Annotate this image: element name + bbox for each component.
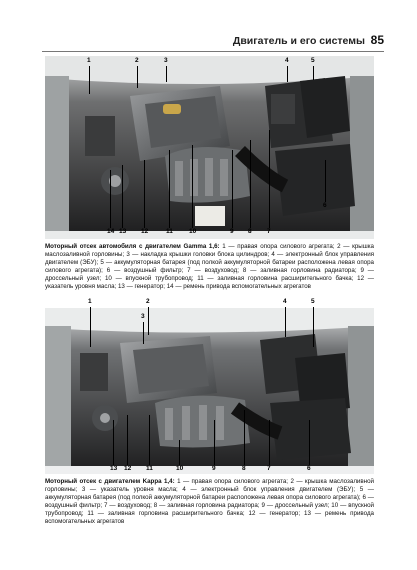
- callout-leader: [287, 66, 288, 82]
- callout-leader: [244, 410, 245, 465]
- engine-bay-photo-kappa: [45, 308, 374, 474]
- callout-label: 3: [141, 313, 145, 320]
- callout-label: 12: [124, 465, 132, 472]
- caption-title: Моторный отсек автомобиля с двигателем Gamma 1,6:: [45, 243, 220, 250]
- callout-leader: [166, 66, 167, 82]
- callout-leader: [113, 420, 114, 465]
- callout-leader: [169, 150, 170, 228]
- callout-label: 8: [248, 228, 252, 235]
- callout-label: 6: [307, 465, 311, 472]
- caption-title: Моторный отсек с двигателем Kappa 1,4:: [45, 478, 175, 485]
- callout-label: 5: [311, 298, 315, 305]
- callout-leader: [325, 160, 326, 202]
- callout-leader: [214, 420, 215, 465]
- callout-leader: [122, 165, 123, 228]
- callout-label: 13: [119, 228, 127, 235]
- callout-label: 7: [267, 465, 271, 472]
- callout-label: 14: [107, 228, 115, 235]
- engine-bay-illustration: [45, 56, 374, 239]
- callout-label: 10: [176, 465, 184, 472]
- caption-body: 1 — правая опора силового агрегата; 2 — крышка маслозаливной горловины; 3 — указатель уровня масла; 4 — электронный блок управления двигателем (ЭБУ); 5 — аккумуляторная батарея (под полкой аккумуляторной батареи расположена левая опора силового агрегата); 6 — воздушный фильтр; 7 — воздуховод; 8 — заливная горловина радиатора; 9 — дроссельный узел; 10 — впускной трубопровод; 11 — заливная горловина расширительного бачка; 12 — генератор; 13 — ремень привода вспомогательных агрегатов: [45, 478, 374, 526]
- callout-label: 8: [242, 465, 246, 472]
- page-header: [0, 0, 417, 52]
- callout-label: 1: [87, 57, 91, 64]
- page-number: 85: [370, 33, 384, 47]
- callout-label: 4: [283, 298, 287, 305]
- caption-body: 1 — правая опора силового агрегата; 2 — крышка маслозаливной горловины; 3 — накладка крышки головки блока цилиндров; 4 — электронный блок управления двигателем (ЭБУ); 5 — аккумуляторная батарея (под полкой аккумуляторной батареи расположена левая опора силового агрегата); 6 — воздушный фильтр; 7 — воздуховод; 8 — заливная горловина радиатора; 9 — дроссельный узел; 10 — впускной трубопровод; 11 — заливная горловина расширительного бачка; 12 — указатель уровня масла; 13 — генератор; 14 — ремень привода вспомогательных агрегатов: [45, 243, 374, 291]
- callout-leader: [269, 130, 270, 228]
- callout-label: 10: [189, 228, 197, 235]
- callout-leader: [269, 420, 270, 465]
- section-title: Двигатель и его системы: [232, 35, 365, 47]
- callout-label: 2: [135, 57, 139, 64]
- callout-label: 12: [141, 228, 149, 235]
- callout-label: 9: [212, 465, 216, 472]
- callout-label: 13: [110, 465, 118, 472]
- callout-label: 2: [146, 298, 150, 305]
- callout-leader: [127, 415, 128, 465]
- callout-leader: [309, 420, 310, 465]
- callout-leader: [143, 322, 144, 344]
- figure-caption-kappa: [45, 478, 374, 527]
- callout-label: 6: [323, 202, 327, 209]
- callout-leader: [137, 66, 138, 88]
- header-divider: [42, 51, 384, 52]
- callout-label: 9: [230, 228, 234, 235]
- callout-leader: [144, 160, 145, 228]
- engine-bay-illustration: [45, 308, 374, 474]
- engine-bay-photo-gamma: [45, 56, 374, 239]
- callout-label: 1: [88, 298, 92, 305]
- callout-leader: [313, 307, 314, 347]
- callout-leader: [149, 415, 150, 465]
- callout-leader: [285, 307, 286, 337]
- callout-label: 3: [164, 57, 168, 64]
- callout-leader: [90, 307, 91, 347]
- callout-leader: [89, 66, 90, 94]
- callout-leader: [250, 140, 251, 228]
- callout-label: 4: [285, 57, 289, 64]
- callout-leader: [148, 307, 149, 335]
- callout-leader: [110, 170, 111, 228]
- callout-leader: [179, 440, 180, 465]
- callout-leader: [313, 66, 314, 80]
- callout-label: 11: [166, 228, 173, 235]
- figure-caption-gamma: [45, 243, 374, 292]
- callout-leader: [232, 150, 233, 228]
- callout-leader: [192, 145, 193, 228]
- callout-label: 7: [267, 228, 271, 235]
- callout-label: 11: [146, 465, 153, 472]
- callout-label: 5: [311, 57, 315, 64]
